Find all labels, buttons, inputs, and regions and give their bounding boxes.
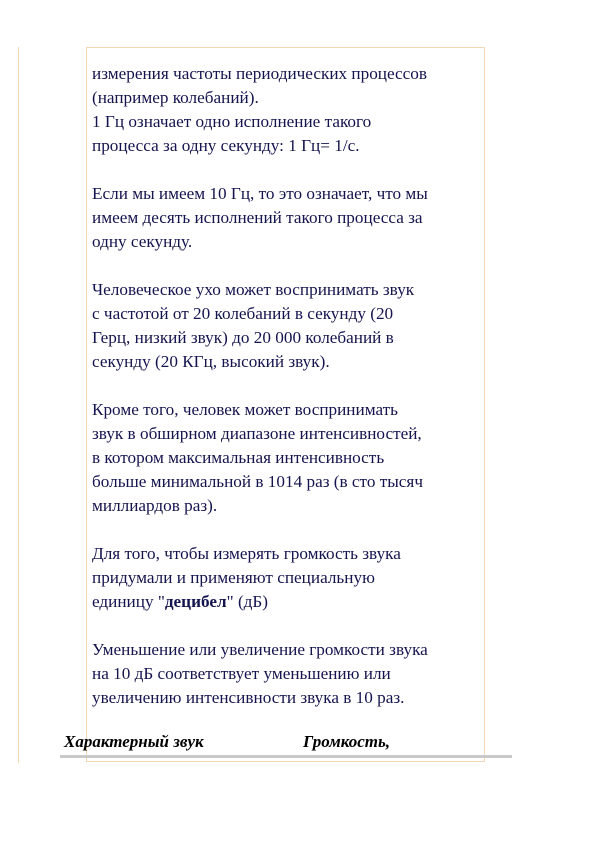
document-body — [92, 62, 484, 710]
paragraph-frequency-definition — [92, 62, 484, 158]
decibel-prefix: единицу " — [92, 592, 165, 611]
paragraph-decibel — [92, 542, 484, 614]
text-line: в котором максимальная интенсивность — [92, 448, 385, 467]
table-header-sound: Характерный звук — [64, 732, 204, 751]
text-line: Уменьшение или увеличение громкости звука — [92, 640, 428, 659]
paragraph-ten-db — [92, 638, 484, 710]
text-line: одну секунду. — [92, 232, 193, 251]
text-line: миллиардов раз). — [92, 496, 218, 515]
text-line: Для того, чтобы измерять громкость звука — [92, 544, 401, 563]
decibel-suffix: " (дБ) — [226, 592, 269, 611]
text-line: больше минимальной в 1014 раз (в сто тысяч — [92, 472, 423, 491]
text-line: на 10 дБ соответствует уменьшению или — [92, 664, 391, 683]
decibel-term: децибел — [164, 592, 227, 611]
table-header-loudness: Громкость, — [303, 732, 391, 751]
text-line: увеличению интенсивности звука в 10 раз. — [92, 688, 405, 707]
left-margin-rule — [18, 47, 19, 763]
text-line: (например колебаний). — [92, 88, 259, 107]
text-line: с частотой от 20 колебаний в секунду (20 — [92, 304, 394, 323]
text-line: процесса за одну секунду: 1 Гц= 1/с. — [92, 136, 360, 155]
table-header-underline — [60, 755, 512, 758]
text-line: звук в обширном диапазоне интенсивностей, — [92, 424, 422, 443]
text-line: имеем десять исполнений такого процесса за — [92, 208, 423, 227]
text-line: секунду (20 КГц, высокий звук). — [92, 352, 330, 371]
text-line — [92, 590, 484, 614]
paragraph-hearing-range — [92, 278, 484, 374]
paragraph-intensity-range — [92, 398, 484, 518]
text-line: Герц, низкий звук) до 20 000 колебаний в — [92, 328, 394, 347]
text-line: 1 Гц означает одно исполнение такого — [92, 112, 372, 131]
text-line: Кроме того, человек может воспринимать — [92, 400, 398, 419]
text-line: измерения частоты периодических процессов — [92, 64, 428, 83]
text-line: Если мы имеем 10 Гц, то это означает, что мы — [92, 184, 428, 203]
paragraph-ten-hertz — [92, 182, 484, 254]
text-line: Человеческое ухо может воспринимать звук — [92, 280, 415, 299]
text-line: придумали и применяют специальную — [92, 568, 375, 587]
